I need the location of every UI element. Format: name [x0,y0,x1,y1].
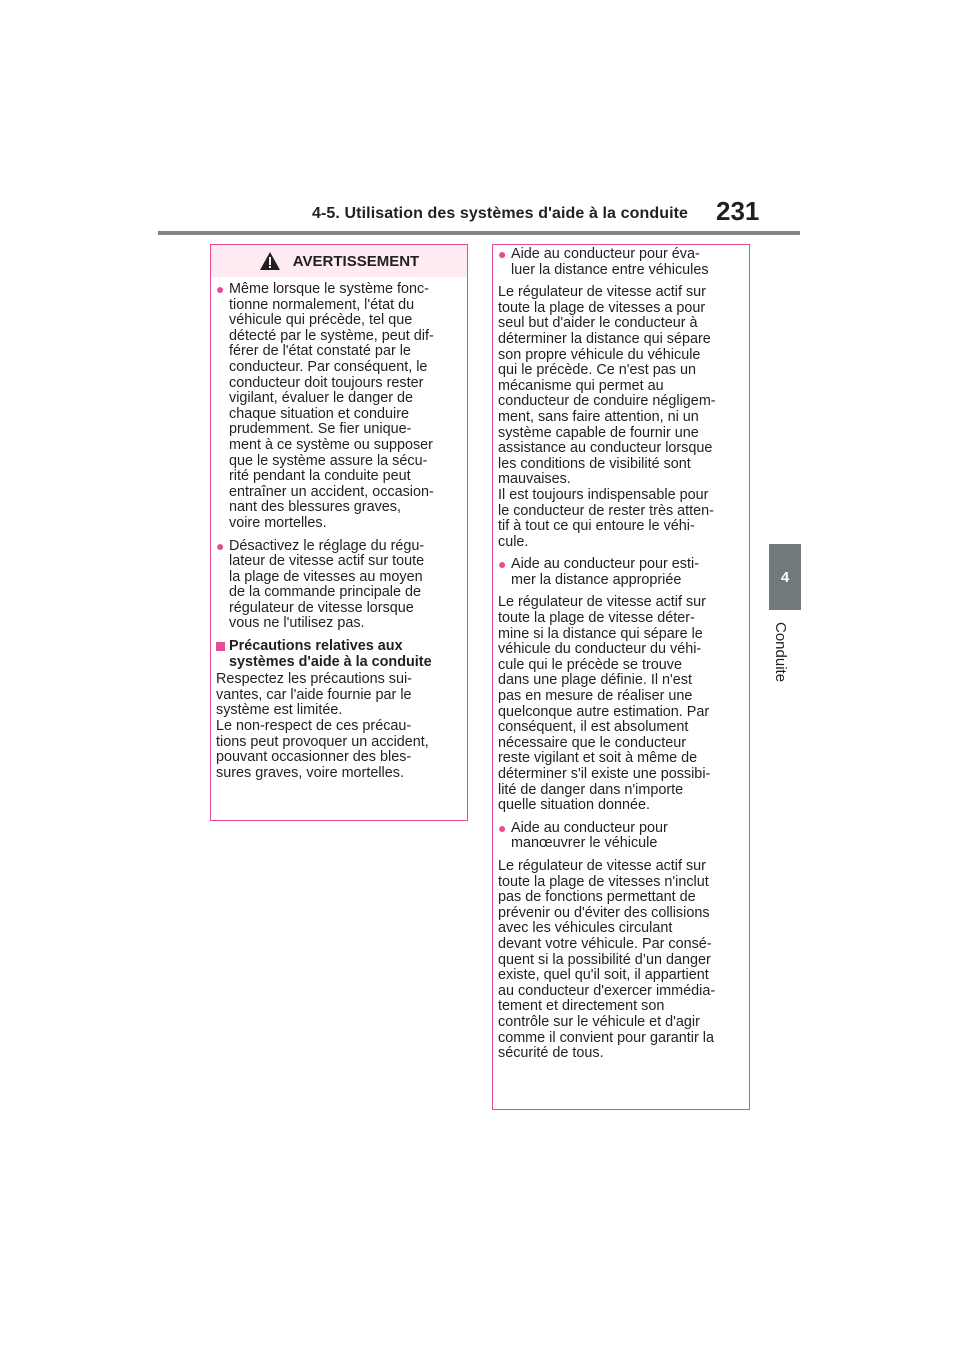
square-bullet-icon [216,642,225,651]
section-heading [216,639,463,670]
bullet-dot-icon: ● [216,537,225,554]
warning-bullet-text: Désactivez le réglage du régu- lateur de vitesse actif sur toute la plage de vitesses au moyen de la commande principale de régulateur de vitesse lorsque vous ne l'utilisez pas. [229,537,425,632]
section-title: 4-5. Utilisation des systèmes d'aide à la conduite [312,205,689,222]
right-column-content [493,245,749,1062]
topic-paragraph: Le régulateur de vitesse actif sur toute la plage de vitesse déter- mine si la distance qui sépare le véhicule du conducteur du véhi- cule qui le précède se trouve dans une plage définie. Il n'est pas en mesure de réaliser une quelconque autre estimation. Par conséquent, il est absolument nécessaire que le conducteur reste vigilant et soit à même de déterminer s'il existe une possibi- lité de danger dans n'importe quelle situation donnée. [498,594,711,814]
topic-bullet-text: Aide au conducteur pour éva- luer la distance entre véhicules [511,246,709,278]
warning-content [211,277,467,781]
warning-header [211,245,467,277]
warning-triangle-icon [259,251,281,271]
warning-bullet-text: Même lorsque le système fonc- tionne normalement, l'état du véhicule qui précède, tel que détecté par le système, peut dif- férer de l'état constaté par le conducteur. Par conséquent, le conducteur doit toujours rester vigilant, évaluer le danger de chaque situation et conduire prudemment. Se fier unique- ment à ce système ou supposer que le système assure la sécu- rité pendant la conduite peut entraîner un accident, occasion- nant des blessures graves, voire mortelles. [229,281,434,531]
topic-bullet [498,247,745,278]
bullet-dot-icon: ● [216,281,225,297]
page-number: 231 [716,196,760,226]
warning-bullet [216,539,463,633]
chapter-label: Conduite [772,622,789,683]
section-heading-text: Précautions relatives aux systèmes d'aide à la conduite [229,638,432,670]
warning-title: AVERTISSEMENT [292,252,420,270]
bullet-dot-icon: ● [498,556,507,573]
warning-bullet [216,282,463,532]
chapter-tab[interactable] [769,544,801,610]
chapter-number: 4 [780,568,790,586]
topic-bullet-text: Aide au conducteur pour esti- mer la distance appropriée [511,556,699,588]
continued-warning-box [492,244,750,1110]
bullet-dot-icon: ● [498,246,507,262]
section-paragraph: Respectez les précautions sui- vantes, car l'aide fournie par le système est limitée. Le non-respect de ces précau- tions peut provoquer un accident, pouvant occasionner des bles- sures graves, voire mortelles. [216,671,429,781]
topic-bullet [498,557,745,588]
topic-bullet [498,821,745,852]
header-divider [158,231,800,235]
topic-bullet-text: Aide au conducteur pour manœuvrer le véhicule [511,819,668,852]
topic-paragraph: Le régulateur de vitesse actif sur toute la plage de vitesses n'inclut pas de fonctions permettant de prévenir ou d'éviter des collisions avec les véhicules circulant devant votre véhicule. Par consé- quent si la possibilité d’un danger existe, quel qu'il soit, il appartient au conducteur d'exercer immédia- tement et directement son contrôle sur le véhicule et d'agir comme il convient pour garantir la sécurité de tous. [498,857,716,1062]
bullet-dot-icon: ● [498,819,507,836]
warning-box [210,244,468,821]
topic-paragraph: Le régulateur de vitesse actif sur toute la plage de vitesses a pour seul but d'aider le conducteur à déterminer la distance qui sépare son propre véhicule du véhicule qui le précède. Ce n'est pas un mécanisme qui permet au conducteur de conduire négligem- ment, sans faire attention, ni un système capable de fournir une assistance au conducteur lorsque les conditions de visibilité sont mauvaises. Il est toujours indispensable pour le conducteur de rester très atten- tif à tout ce qui entoure le véhi- cule. [498,284,716,550]
